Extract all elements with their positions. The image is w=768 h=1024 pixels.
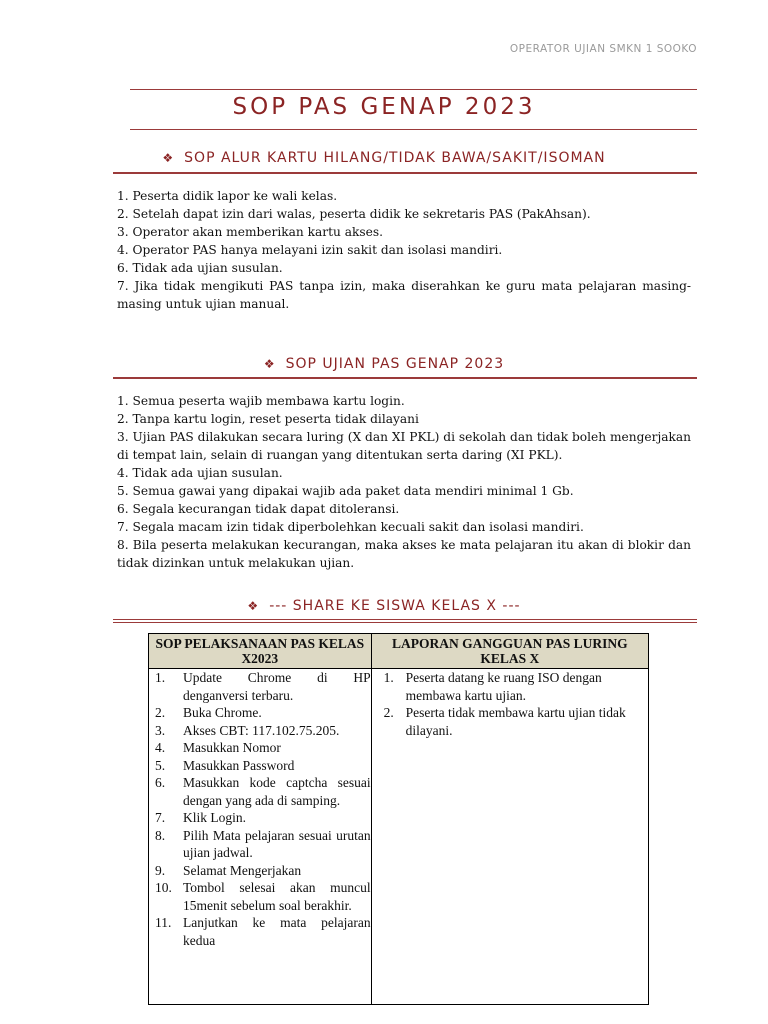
list-item: 1. Peserta didik lapor ke wali kelas. [117, 189, 338, 203]
list-item: 4. Tidak ada ujian susulan. [117, 466, 283, 480]
item-number: 7. [155, 810, 166, 825]
item-number: 11. [155, 915, 172, 930]
diamond-bullet-icon: ❖ [247, 599, 260, 613]
list-item: 4. Operator PAS hanya melayani izin sakit dan isolasi mandiri. [117, 243, 503, 257]
item-number: 1. [155, 670, 166, 685]
section1-list [117, 187, 691, 313]
list-item: 1. Semua peserta wajib membawa kartu login. [117, 394, 405, 408]
col1-cell [149, 669, 372, 1005]
list-item [149, 862, 371, 880]
item-number: 10. [155, 880, 172, 895]
section-heading-3 [0, 598, 768, 614]
list-item [149, 669, 371, 704]
title-rule-top [130, 89, 697, 90]
list-item [149, 809, 371, 827]
item-text: Update Chrome di HP denganversi terbaru. [183, 670, 371, 703]
col2-cell [371, 669, 648, 1005]
list-item: 5. Semua gawai yang dipakai wajib ada paket data mendiri minimal 1 Gb. [117, 484, 574, 498]
item-text: Peserta datang ke ruang ISO dengan membawa kartu ujian. [405, 670, 602, 703]
item-number: 9. [155, 862, 166, 878]
section-rule-2 [113, 377, 697, 379]
item-number: 6. [155, 775, 166, 790]
list-item [372, 704, 648, 739]
item-text: Peserta tidak membawa kartu ujian tidak dilayani. [405, 705, 626, 738]
list-item: 6. Tidak ada ujian susulan. [117, 261, 283, 275]
item-number: 2. [383, 705, 394, 720]
item-number: 1. [383, 670, 394, 685]
item-number: 5. [155, 757, 166, 773]
item-number: 2. [155, 705, 166, 720]
list-item [149, 757, 371, 775]
diamond-bullet-icon: ❖ [263, 357, 276, 371]
item-text: Masukkan Password [183, 757, 295, 773]
sop-table [148, 633, 649, 1005]
title-rule-bottom [130, 129, 697, 130]
section-rule-1 [113, 172, 697, 174]
section-heading-1 [0, 150, 768, 166]
item-text: Masukkan Nomor [183, 740, 281, 755]
list-item: 2. Setelah dapat izin dari walas, peserta didik ke sekretaris PAS (PakAhsan). [117, 207, 591, 221]
list-item [149, 739, 371, 757]
item-text: Akses CBT: 117.102.75.205. [183, 722, 340, 738]
item-text: Tombol selesai akan muncul 15menit sebelum soal berakhir. [183, 880, 371, 913]
list-item: 8. Bila peserta melakukan kecurangan, maka akses ke mata pelajaran itu akan di blokir dan tidak dizinkan untuk melakukan ujian. [117, 538, 691, 570]
list-item [149, 827, 371, 862]
item-number: 4. [155, 740, 166, 755]
col2-list [372, 669, 648, 739]
section-rule-3a [113, 619, 697, 620]
list-item [149, 722, 371, 740]
list-item: 2. Tanpa kartu login, reset peserta tidak dilayani [117, 412, 419, 426]
col1-list [149, 669, 371, 949]
list-item: 3. Ujian PAS dilakukan secara luring (X dan XI PKL) di sekolah dan tidak boleh mengerjakan di tempat lain, selain di ruangan yang ditentukan serta daring (XI PKL). [117, 430, 691, 462]
diamond-bullet-icon: ❖ [162, 151, 175, 165]
section-rule-3b [113, 622, 697, 623]
item-number: 3. [155, 722, 166, 738]
item-text: Buka Chrome. [183, 705, 262, 720]
col2-header: LAPORAN GANGGUAN PAS LURING KELAS X [371, 634, 648, 669]
list-item: 7. Jika tidak mengikuti PAS tanpa izin, maka diserahkan ke guru mata pelajaran masing-masing untuk ujian manual. [117, 279, 691, 311]
section-heading-text: SOP UJIAN PAS GENAP 2023 [285, 356, 505, 372]
section2-list [117, 392, 691, 572]
list-item: 6. Segala kecurangan tidak dapat ditoleransi. [117, 502, 400, 516]
list-item [149, 704, 371, 722]
item-text: Selamat Mengerjakan [183, 862, 302, 878]
list-item [149, 774, 371, 809]
item-text: Pilih Mata pelajaran sesuai urutan ujian jadwal. [183, 827, 371, 860]
item-text: Klik Login. [183, 810, 246, 825]
running-header: OPERATOR UJIAN SMKN 1 SOOKO [509, 43, 697, 55]
page-title: SOP PAS GENAP 2023 [232, 94, 536, 120]
item-text: Masukkan kode captcha sesuai dengan yang ada di samping. [183, 775, 371, 808]
col1-header: SOP PELAKSANAAN PAS KELAS X2023 [149, 634, 372, 669]
list-item [149, 914, 371, 949]
section-heading-text: --- SHARE KE SISWA KELAS X --- [269, 598, 521, 614]
list-item [372, 669, 648, 704]
list-item [149, 879, 371, 914]
section-heading-2 [0, 356, 768, 372]
item-number: 8. [155, 827, 166, 843]
list-item: 3. Operator akan memberikan kartu akses. [117, 225, 383, 239]
section-heading-text: SOP ALUR KARTU HILANG/TIDAK BAWA/SAKIT/ISOMAN [184, 150, 606, 166]
list-item: 7. Segala macam izin tidak diperbolehkan kecuali sakit dan isolasi mandiri. [117, 520, 584, 534]
item-text: Lanjutkan ke mata pelajaran kedua [183, 915, 371, 948]
